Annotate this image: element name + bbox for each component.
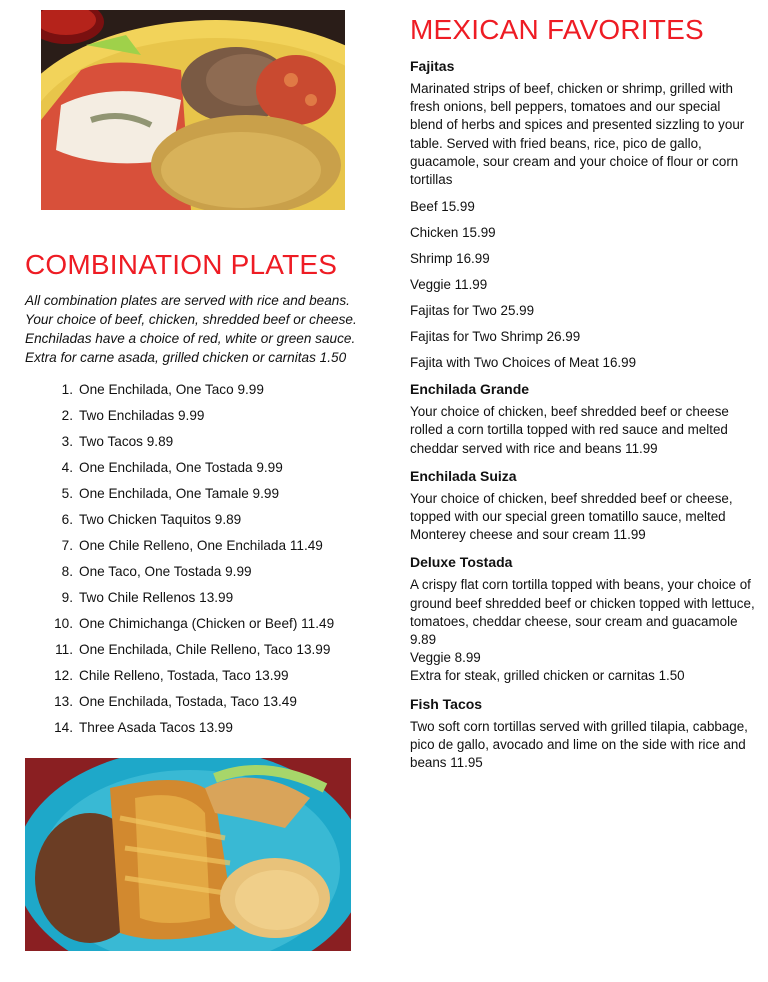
combination-section — [25, 246, 365, 740]
combination-item — [25, 506, 365, 532]
combination-item-number: 14. — [54, 719, 73, 735]
combination-item-text: One Enchilada, One Tostada 9.99 — [79, 459, 283, 475]
combination-item-text: Two Chile Rellenos 13.99 — [79, 589, 234, 605]
combination-item-text: Chile Relleno, Tostada, Taco 13.99 — [79, 667, 289, 683]
enchilada-grande-title: Enchilada Grande — [410, 381, 530, 398]
combination-item-number: 4. — [61, 459, 73, 475]
combination-item — [25, 558, 365, 584]
combination-item-number: 10. — [54, 615, 73, 631]
combination-item-number: 2. — [61, 407, 73, 423]
fajitas-price-list — [410, 193, 755, 375]
combination-item — [25, 688, 365, 714]
combination-item-number: 6. — [61, 511, 73, 527]
favorites-title: MEXICAN FAVORITES — [410, 14, 704, 45]
combination-item-text: Three Asada Tacos 13.99 — [79, 719, 233, 735]
combination-item — [25, 376, 365, 402]
combination-item-text: One Enchilada, One Taco 9.99 — [79, 381, 264, 397]
deluxe-tostada-block — [410, 552, 755, 685]
deluxe-tostada-title: Deluxe Tostada — [410, 554, 513, 571]
combination-item-text: Two Tacos 9.89 — [79, 433, 174, 449]
combination-item — [25, 532, 365, 558]
bottom-food-photo — [25, 758, 351, 951]
favorites-section — [410, 12, 755, 772]
deluxe-tostada-description: A crispy flat corn tortilla topped with beans, your choice of ground beef shredded beef or chicken topped with lettuce, tomatoes, cheddar cheese, sour cream and guacamole 9.89 — [410, 577, 755, 648]
combination-item — [25, 454, 365, 480]
fish-tacos-block — [410, 694, 755, 773]
combination-item — [25, 636, 365, 662]
combination-item-text: One Enchilada, Tostada, Taco 13.49 — [79, 693, 297, 709]
fajitas-description: Marinated strips of beef, chicken or shrimp, grilled with fresh onions, bell peppers, tomatoes and our special blend of herbs and spices and presented sizzling to your table. Served with fried beans, rice, pico de gallo, guacamole, sour cream and your choice of flour or corn tortillas — [410, 81, 745, 188]
combination-item-number: 7. — [61, 537, 73, 553]
fish-tacos-description: Two soft corn tortillas served with grilled tilapia, cabbage, pico de gallo, avocado and lime on the side with rice and beans 11.95 — [410, 718, 748, 771]
fajita-price-line: Chicken 15.99 — [410, 224, 496, 240]
fajita-price-line: Fajitas for Two Shrimp 26.99 — [410, 328, 581, 344]
combination-item-number: 13. — [54, 693, 73, 709]
enchilada-grande-block — [410, 379, 755, 458]
combination-item-text: Two Chicken Taquitos 9.89 — [79, 511, 242, 527]
combination-item-number: 8. — [61, 563, 73, 579]
fajita-price-line: Beef 15.99 — [410, 198, 475, 214]
combination-item-number: 9. — [61, 589, 73, 605]
fish-tacos-title: Fish Tacos — [410, 695, 483, 712]
combination-item — [25, 428, 365, 454]
combination-item — [25, 402, 365, 428]
combination-title: COMBINATION PLATES — [25, 249, 338, 280]
enchilada-suiza-block — [410, 466, 755, 545]
top-food-photo — [41, 10, 345, 210]
combination-item-number: 12. — [54, 667, 73, 683]
combination-list — [25, 376, 365, 740]
combination-item-number: 11. — [55, 641, 73, 657]
enchilada-suiza-description: Your choice of chicken, beef shredded beef or cheese, topped with our special green tomatillo sauce, melted Monterey cheese and sour cream 11.99 — [410, 490, 733, 543]
combination-intro: All combination plates are served with rice and beans. Your choice of beef, chicken, shredded beef or cheese. Enchiladas have a choice of red, white or green sauce. Extra for carne asada, grilled chicken or carnitas 1.50 — [25, 293, 357, 365]
enchilada-suiza-title: Enchilada Suiza — [410, 467, 517, 484]
combination-item-text: One Enchilada, One Tamale 9.99 — [79, 485, 280, 501]
combination-item-text: One Chile Relleno, One Enchilada 11.49 — [79, 537, 323, 553]
combination-item-text: One Chimichanga (Chicken or Beef) 11.49 — [79, 615, 335, 631]
fajitas-block — [410, 56, 755, 375]
fajita-price-line: Fajitas for Two 25.99 — [410, 302, 535, 318]
deluxe-tostada-extra: Extra for steak, grilled chicken or carnitas 1.50 — [410, 668, 685, 684]
combination-item-number: 3. — [61, 433, 73, 449]
fajita-price-line: Fajita with Two Choices of Meat 16.99 — [410, 354, 637, 370]
fajitas-title: Fajitas — [410, 58, 455, 74]
deluxe-tostada-veggie: Veggie 8.99 — [410, 650, 481, 666]
combination-item — [25, 610, 365, 636]
fajita-price-line: Shrimp 16.99 — [410, 250, 490, 266]
combination-item — [25, 480, 365, 506]
combination-item — [25, 662, 365, 688]
combination-item-text: One Enchilada, Chile Relleno, Taco 13.99 — [79, 641, 331, 657]
combination-item-text: One Taco, One Tostada 9.99 — [79, 563, 252, 579]
combination-item-number: 5. — [61, 485, 73, 501]
fajita-price-line: Veggie 11.99 — [410, 276, 488, 292]
combination-item-number: 1. — [61, 381, 73, 397]
combination-item-text: Two Enchiladas 9.99 — [79, 407, 205, 423]
enchilada-grande-description: Your choice of chicken, beef shredded beef or cheese rolled a corn tortilla topped with red sauce and melted cheddar served with rice and beans 11.99 — [410, 404, 729, 456]
combination-item — [25, 584, 365, 610]
combination-item — [25, 714, 365, 740]
